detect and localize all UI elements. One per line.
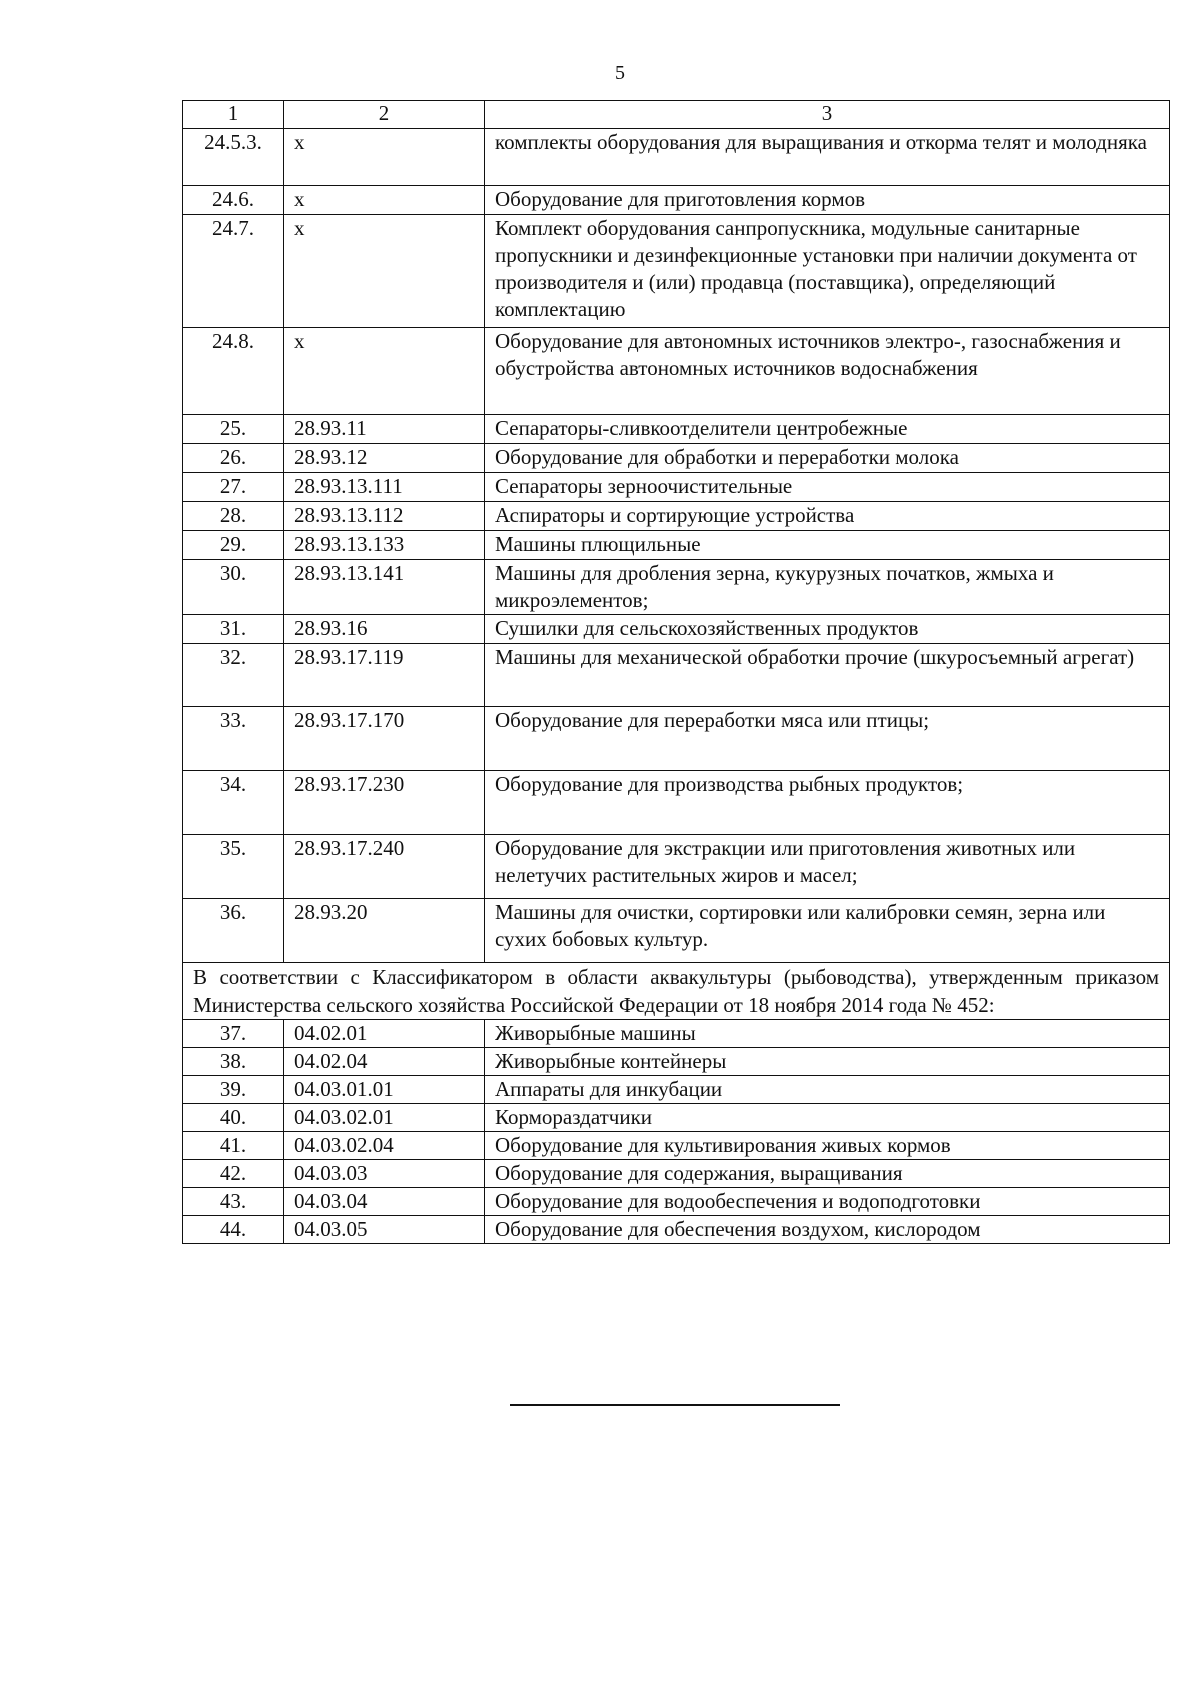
row-number: 42.	[183, 1160, 284, 1188]
row-number: 38.	[183, 1048, 284, 1076]
table-row	[183, 771, 1170, 835]
row-code: х	[284, 186, 485, 215]
row-code: 28.93.13.112	[284, 502, 485, 531]
row-description: Комплект оборудования санпропускника, модульные санитарные пропускники и дезинфекционные установки при наличии документа от производителя и (или) продавца (поставщика), определяющий комплектацию	[485, 215, 1170, 328]
row-code: 04.02.04	[284, 1048, 485, 1076]
table-header-row	[183, 101, 1170, 129]
row-code: 04.02.01	[284, 1020, 485, 1048]
row-number: 26.	[183, 444, 284, 473]
row-number: 39.	[183, 1076, 284, 1104]
table-row	[183, 560, 1170, 615]
row-code: 28.93.12	[284, 444, 485, 473]
table-row	[183, 1104, 1170, 1132]
row-number: 30.	[183, 560, 284, 615]
closing-rule	[510, 1404, 840, 1406]
row-code: х	[284, 328, 485, 415]
page-number: 5	[615, 62, 625, 84]
row-code: х	[284, 129, 485, 186]
row-description: комплекты оборудования для выращивания и откорма телят и молодняка	[485, 129, 1170, 186]
table-row	[183, 215, 1170, 328]
table-row	[183, 615, 1170, 644]
row-number: 32.	[183, 644, 284, 707]
table-row	[183, 473, 1170, 502]
table-row	[183, 1188, 1170, 1216]
row-code: 28.93.16	[284, 615, 485, 644]
row-number: 29.	[183, 531, 284, 560]
row-number: 40.	[183, 1104, 284, 1132]
column-header-2: 2	[284, 101, 485, 129]
row-code: 28.93.11	[284, 415, 485, 444]
table-row	[183, 502, 1170, 531]
table-row	[183, 444, 1170, 473]
row-number: 43.	[183, 1188, 284, 1216]
column-header-1: 1	[183, 101, 284, 129]
table-row	[183, 1048, 1170, 1076]
row-number: 44.	[183, 1216, 284, 1244]
row-code: 28.93.17.240	[284, 835, 485, 899]
table-row	[183, 1076, 1170, 1104]
row-description: Сушилки для сельскохозяйственных продуктов	[485, 615, 1170, 644]
row-description: Оборудование для содержания, выращивания	[485, 1160, 1170, 1188]
row-number: 24.5.3.	[183, 129, 284, 186]
row-code: 04.03.02.04	[284, 1132, 485, 1160]
row-description: Сепараторы-сливкоотделители центробежные	[485, 415, 1170, 444]
table-row	[183, 835, 1170, 899]
row-number: 37.	[183, 1020, 284, 1048]
row-number: 31.	[183, 615, 284, 644]
row-code: 28.93.13.111	[284, 473, 485, 502]
row-description: Оборудование для переработки мяса или птицы;	[485, 707, 1170, 771]
row-description: Аспираторы и сортирующие устройства	[485, 502, 1170, 531]
row-number: 24.6.	[183, 186, 284, 215]
table-row	[183, 415, 1170, 444]
row-code: 28.93.17.230	[284, 771, 485, 835]
table-row	[183, 644, 1170, 707]
row-description: Оборудование для автономных источников электро-, газоснабжения и обустройства автономных источников водоснабжения	[485, 328, 1170, 415]
row-description: Оборудование для экстракции или приготовления животных или нелетучих растительных жиров и масел;	[485, 835, 1170, 899]
table-row	[183, 129, 1170, 186]
row-description: Оборудование для обеспечения воздухом, кислородом	[485, 1216, 1170, 1244]
row-number: 41.	[183, 1132, 284, 1160]
table-row	[183, 531, 1170, 560]
row-description: Машины для очистки, сортировки или калибровки семян, зерна или сухих бобовых культур.	[485, 899, 1170, 963]
row-code: х	[284, 215, 485, 328]
row-description: Машины плющильные	[485, 531, 1170, 560]
row-number: 35.	[183, 835, 284, 899]
note-row	[183, 963, 1170, 1020]
row-number: 24.7.	[183, 215, 284, 328]
row-number: 25.	[183, 415, 284, 444]
table-row	[183, 1020, 1170, 1048]
row-code: 04.03.03	[284, 1160, 485, 1188]
table-row	[183, 1160, 1170, 1188]
row-description: Сепараторы зерноочистительные	[485, 473, 1170, 502]
row-description: Машины для механической обработки прочие (шкуросъемный агрегат)	[485, 644, 1170, 707]
row-description: Оборудование для производства рыбных продуктов;	[485, 771, 1170, 835]
table-row	[183, 328, 1170, 415]
table-row	[183, 707, 1170, 771]
row-number: 36.	[183, 899, 284, 963]
row-code: 28.93.17.170	[284, 707, 485, 771]
row-code: 28.93.13.141	[284, 560, 485, 615]
classifier-note: В соответствии с Классификатором в области аквакультуры (рыбоводства), утвержденным приказом Министерства сельского хозяйства Российской Федерации от 18 ноября 2014 года № 452:	[183, 963, 1170, 1020]
row-code: 28.93.17.119	[284, 644, 485, 707]
row-description: Оборудование для обработки и переработки молока	[485, 444, 1170, 473]
row-code: 28.93.20	[284, 899, 485, 963]
row-description: Кормораздатчики	[485, 1104, 1170, 1132]
row-code: 04.03.05	[284, 1216, 485, 1244]
row-description: Оборудование для приготовления кормов	[485, 186, 1170, 215]
row-description: Оборудование для водообеспечения и водоподготовки	[485, 1188, 1170, 1216]
row-number: 34.	[183, 771, 284, 835]
row-description: Живорыбные машины	[485, 1020, 1170, 1048]
row-description: Живорыбные контейнеры	[485, 1048, 1170, 1076]
row-number: 33.	[183, 707, 284, 771]
row-code: 04.03.02.01	[284, 1104, 485, 1132]
row-code: 04.03.01.01	[284, 1076, 485, 1104]
row-number: 24.8.	[183, 328, 284, 415]
table-row	[183, 1216, 1170, 1244]
row-code: 28.93.13.133	[284, 531, 485, 560]
column-header-3: 3	[485, 101, 1170, 129]
row-number: 27.	[183, 473, 284, 502]
table-row	[183, 186, 1170, 215]
row-number: 28.	[183, 502, 284, 531]
row-description: Оборудование для культивирования живых кормов	[485, 1132, 1170, 1160]
row-description: Машины для дробления зерна, кукурузных початков, жмыха и микроэлементов;	[485, 560, 1170, 615]
table-row	[183, 1132, 1170, 1160]
row-code: 04.03.04	[284, 1188, 485, 1216]
row-description: Аппараты для инкубации	[485, 1076, 1170, 1104]
equipment-table	[182, 100, 1170, 1244]
table-row	[183, 899, 1170, 963]
